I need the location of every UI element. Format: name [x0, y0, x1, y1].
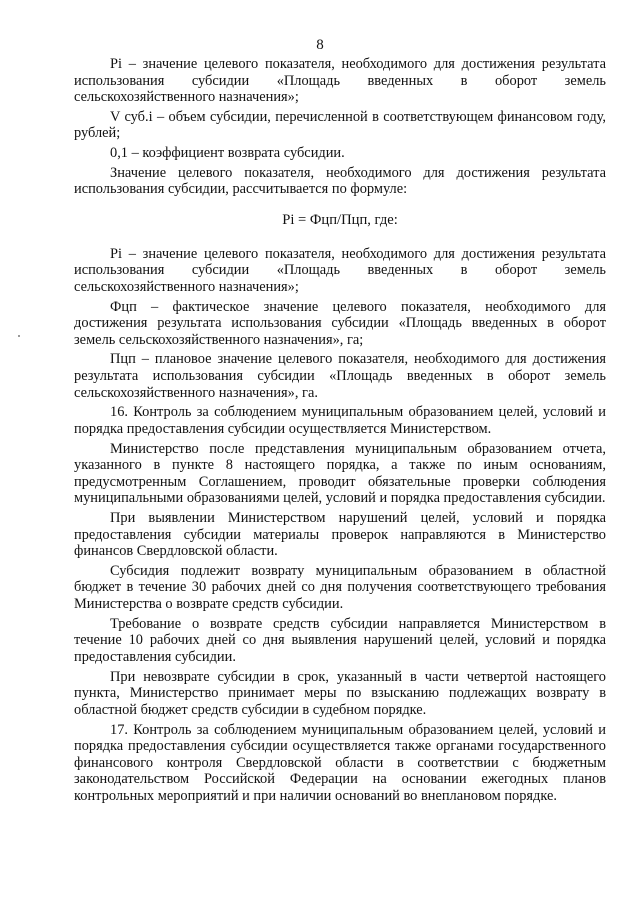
- paragraph-fcp-definition: Фцп – фактическое значение целевого показателя, необходимого для достижения результата использования субсидии «Площадь введенных в оборот земель сельскохозяйственного назначения», га;: [74, 298, 606, 348]
- paragraph-refund-request: Требование о возврате средств субсидии направляется Министерством в течение 10 рабочих дней со дня выявления нарушений целей, условий и порядка предоставления субсидии.: [74, 615, 606, 665]
- paragraph-clause-16: 16. Контроль за соблюдением муниципальным образованием целей, условий и порядка предоставления субсидии осуществляется Министерством.: [74, 404, 606, 437]
- document-body: [74, 56, 606, 808]
- scan-speck: [18, 335, 20, 337]
- formula: Pi = Фцп/Пцп, где:: [282, 212, 398, 229]
- paragraph-clause-17: 17. Контроль за соблюдением муниципальным образованием целей, условий и порядка предоставления субсидии осуществляется также органами государственного финансового контроля Свердловской области в соответствии с бюджетным законодательством Российской Федерации на основании ежегодных планов контрольных мероприятий и при наличии оснований во внеплановом порядке.: [74, 721, 606, 804]
- paragraph-v-sub-definition: V суб.i – объем субсидии, перечисленной в соответствующем финансовом году, рублей;: [74, 108, 606, 142]
- paragraph-pi-definition-2: Pi – значение целевого показателя, необходимого для достижения результата использования субсидии «Площадь введенных в оборот земель сельскохозяйственного назначения»;: [74, 245, 606, 295]
- page-number: 8: [316, 37, 324, 53]
- paragraph-coefficient: 0,1 – коэффициент возврата субсидии.: [110, 145, 345, 162]
- paragraph-formula-intro: Значение целевого показателя, необходимого для достижения результата использования субсидии, рассчитывается по формуле:: [74, 164, 606, 198]
- paragraph-pcp-definition: Пцп – плановое значение целевого показателя, необходимого для достижения результата использования субсидии «Площадь введенных в оборот земель сельскохозяйственного назначения», га.: [74, 351, 606, 401]
- paragraph-ministry-checks: Министерство после представления муниципальным образованием отчета, указанного в пункте 8 настоящего порядка, а также по иным основаниям, предусмотренным Соглашением, проводит обязательные проверки соблюдения муниципальными образованиями целей, условий и порядка предоставления субсидии.: [74, 440, 606, 507]
- paragraph-refund: Субсидия подлежит возврату муниципальным образованием в областной бюджет в течение 30 рабочих дней со дня получения соответствующего требования Министерства о возврате средств субсидии.: [74, 562, 606, 613]
- paragraph-pi-definition: Pi – значение целевого показателя, необходимого для достижения результата использования субсидии «Площадь введенных в оборот земель сельскохозяйственного назначения»;: [74, 56, 606, 106]
- paragraph-non-return: При невозврате субсидии в срок, указанный в части четвертой настоящего пункта, Министерство принимает меры по взысканию подлежащих возврату в областной бюджет средств субсидии в судебном порядке.: [74, 668, 606, 718]
- paragraph-violations: При выявлении Министерством нарушений целей, условий и порядка предоставления субсидии материалы проверок направляются в Министерство финансов Свердловской области.: [74, 510, 606, 560]
